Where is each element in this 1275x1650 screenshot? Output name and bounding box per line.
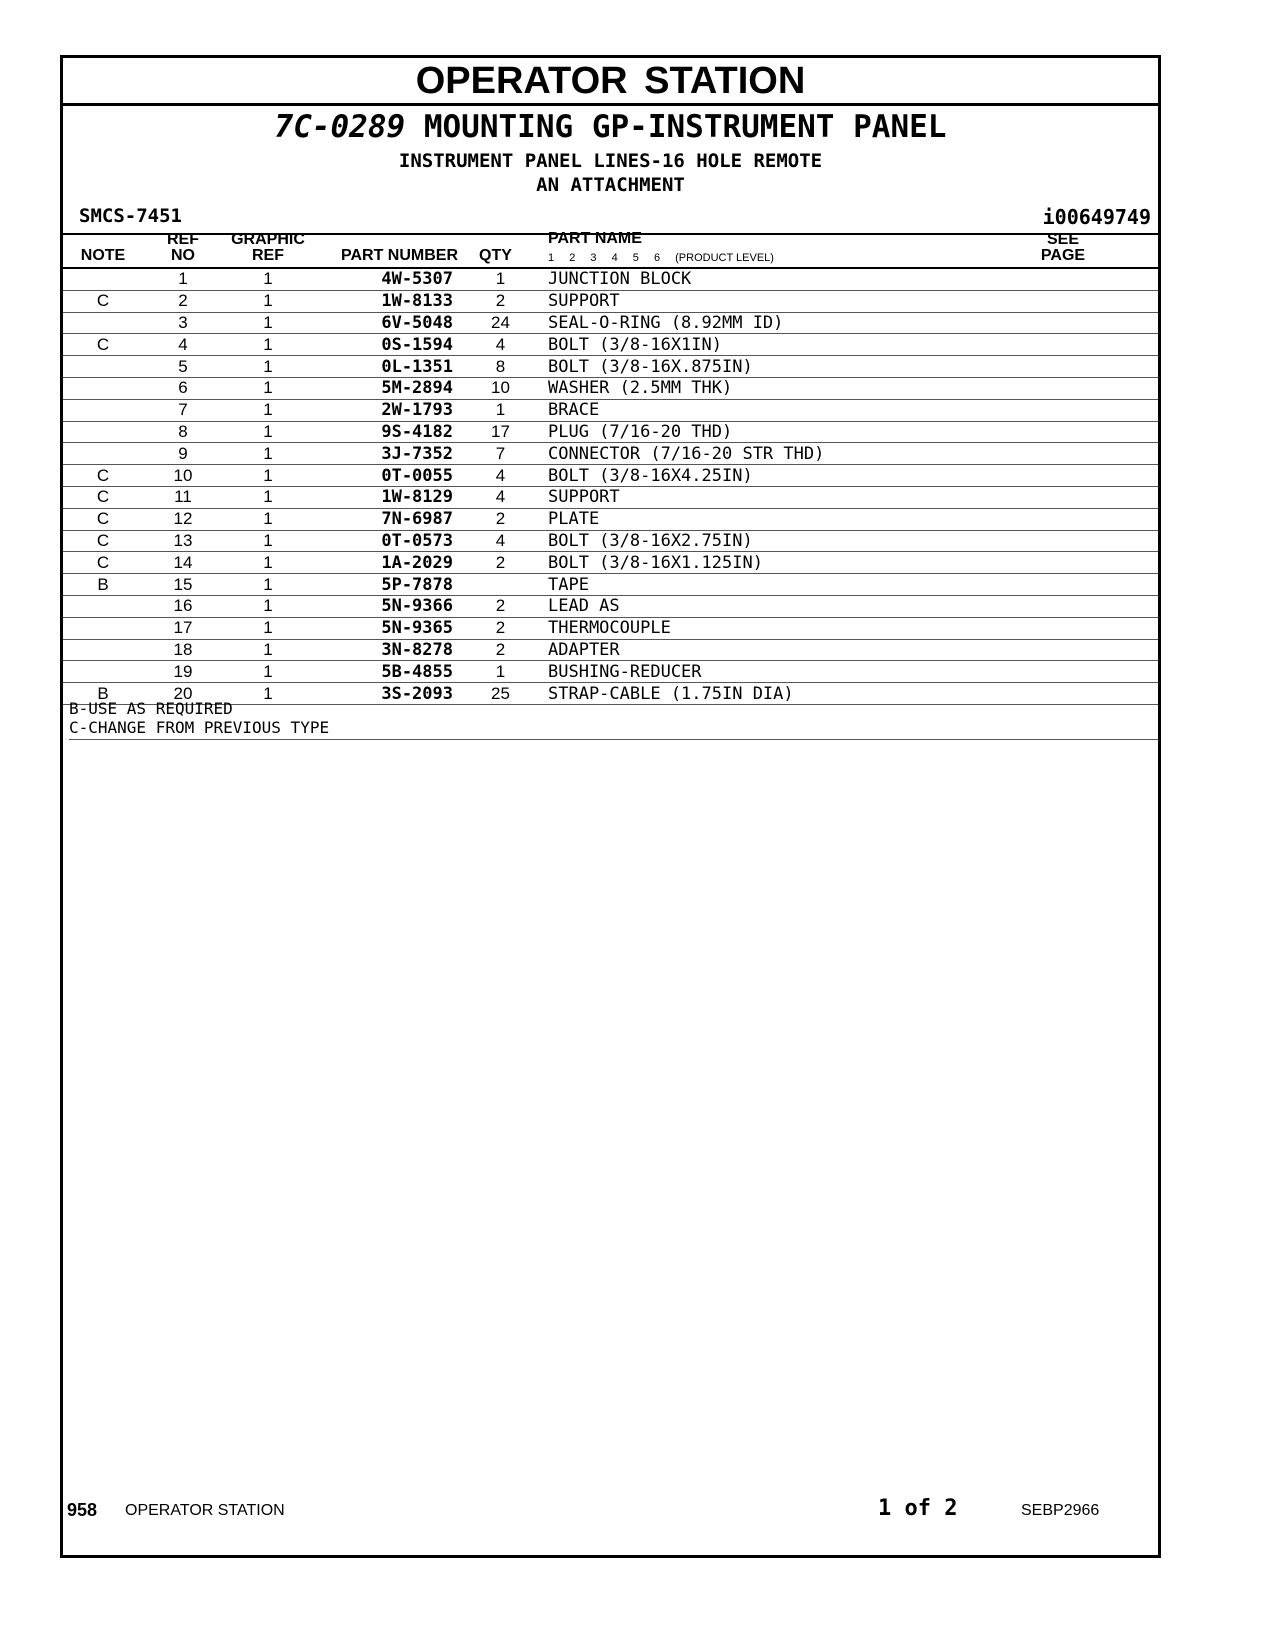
row-qty: 4	[453, 465, 548, 487]
row-note: C	[63, 508, 143, 530]
section-title: OPERATOR STATION	[63, 58, 1158, 106]
row-graphic-ref: 1	[223, 443, 313, 465]
row-part-name: BOLT (3/8-16X.875IN)	[548, 356, 1158, 378]
row-note	[63, 269, 143, 290]
row-part-name: CONNECTOR (7/16-20 STR THD)	[548, 443, 1158, 465]
footer-publication: SEBP2966	[1021, 1502, 1100, 1519]
table-row	[63, 334, 1158, 356]
table-row	[63, 377, 1158, 399]
row-graphic-ref: 1	[223, 508, 313, 530]
row-part-name: THERMOCOUPLE	[548, 617, 1158, 639]
row-ref-no: 7	[143, 399, 223, 421]
illustration-id: i00649749	[1042, 205, 1151, 229]
col-graphic-top: GRAPHIC	[231, 231, 305, 248]
row-graphic-ref: 1	[223, 399, 313, 421]
notes-block	[69, 699, 1158, 740]
row-note: B	[63, 683, 143, 705]
col-qty: QTY	[479, 247, 512, 264]
row-note	[63, 443, 143, 465]
row-ref-no: 3	[143, 312, 223, 334]
row-qty: 4	[453, 486, 548, 508]
row-qty: 10	[453, 377, 548, 399]
row-part-number: 0T-0573	[313, 530, 453, 552]
row-qty: 2	[453, 290, 548, 312]
row-qty: 25	[453, 683, 548, 705]
smcs-code: SMCS-7451	[79, 205, 182, 227]
row-part-name: BOLT (3/8-16X1IN)	[548, 334, 1158, 356]
table-row	[63, 399, 1158, 421]
row-ref-no: 8	[143, 421, 223, 443]
row-note	[63, 377, 143, 399]
row-ref-no: 6	[143, 377, 223, 399]
col-graphic-bottom: REF	[252, 247, 284, 264]
row-qty: 7	[453, 443, 548, 465]
table-row	[63, 356, 1158, 378]
row-part-name: BOLT (3/8-16X1.125IN)	[548, 552, 1158, 574]
row-qty	[453, 574, 548, 596]
row-ref-no: 10	[143, 465, 223, 487]
row-note	[63, 639, 143, 661]
row-qty: 24	[453, 312, 548, 334]
row-qty: 1	[453, 661, 548, 683]
row-part-number: 9S-4182	[313, 421, 453, 443]
row-part-name: WASHER (2.5MM THK)	[548, 377, 1158, 399]
note-c: C-CHANGE FROM PREVIOUS TYPE	[69, 718, 330, 737]
group-name: MOUNTING GP-INSTRUMENT PANEL	[423, 109, 947, 145]
table-row	[63, 639, 1158, 661]
row-qty: 4	[453, 530, 548, 552]
row-qty: 1	[453, 399, 548, 421]
row-graphic-ref: 1	[223, 290, 313, 312]
col-part-number: PART NUMBER	[340, 247, 458, 264]
row-part-name: SEAL-O-RING (8.92MM ID)	[548, 312, 1158, 334]
parts-table	[63, 269, 1158, 705]
row-part-number: 5B-4855	[313, 661, 453, 683]
row-graphic-ref: 1	[223, 334, 313, 356]
row-qty: 1	[453, 269, 548, 290]
footer-section: OPERATOR STATION	[125, 1502, 285, 1519]
row-part-number: 3S-2093	[313, 683, 453, 705]
product-level-3: 3	[590, 252, 597, 264]
table-row	[63, 574, 1158, 596]
row-ref-no: 16	[143, 595, 223, 617]
row-qty: 4	[453, 334, 548, 356]
row-part-name: BOLT (3/8-16X2.75IN)	[548, 530, 1158, 552]
product-level-5: 5	[632, 252, 639, 264]
table-row	[63, 661, 1158, 683]
table-row	[63, 290, 1158, 312]
row-graphic-ref: 1	[223, 639, 313, 661]
row-qty: 8	[453, 356, 548, 378]
row-ref-no: 17	[143, 617, 223, 639]
row-ref-no: 15	[143, 574, 223, 596]
col-part-name: PART NAME	[548, 230, 642, 247]
row-part-name: ADAPTER	[548, 639, 1158, 661]
row-ref-no: 4	[143, 334, 223, 356]
product-level-legend	[548, 252, 774, 264]
col-see-top: SEE	[1046, 231, 1079, 248]
table-row	[63, 269, 1158, 290]
table-row	[63, 312, 1158, 334]
table-row	[63, 595, 1158, 617]
row-part-number: 1W-8129	[313, 486, 453, 508]
row-part-name: BUSHING-REDUCER	[548, 661, 1158, 683]
row-note	[63, 617, 143, 639]
row-ref-no: 2	[143, 290, 223, 312]
table-row	[63, 617, 1158, 639]
row-ref-no: 9	[143, 443, 223, 465]
row-ref-no: 5	[143, 356, 223, 378]
group-title	[63, 108, 1158, 146]
row-part-number: 1A-2029	[313, 552, 453, 574]
row-ref-no: 1	[143, 269, 223, 290]
table-row	[63, 552, 1158, 574]
row-part-number: 3N-8278	[313, 639, 453, 661]
row-note: C	[63, 486, 143, 508]
row-part-number: 0L-1351	[313, 356, 453, 378]
row-part-number: 2W-1793	[313, 399, 453, 421]
footer-page-number: 958	[67, 1500, 98, 1520]
row-part-number: 5N-9365	[313, 617, 453, 639]
col-ref-top: REF	[167, 231, 199, 248]
row-note	[63, 595, 143, 617]
row-part-number: 5M-2894	[313, 377, 453, 399]
note-b: B-USE AS REQUIRED	[69, 699, 233, 718]
table-row	[63, 530, 1158, 552]
row-part-name: SUPPORT	[548, 290, 1158, 312]
row-qty: 2	[453, 639, 548, 661]
row-graphic-ref: 1	[223, 574, 313, 596]
row-part-name: BOLT (3/8-16X4.25IN)	[548, 465, 1158, 487]
row-note: C	[63, 530, 143, 552]
table-row	[63, 443, 1158, 465]
row-part-number: 3J-7352	[313, 443, 453, 465]
row-note: B	[63, 574, 143, 596]
row-qty: 2	[453, 508, 548, 530]
row-graphic-ref: 1	[223, 683, 313, 705]
row-graphic-ref: 1	[223, 377, 313, 399]
row-ref-no: 12	[143, 508, 223, 530]
row-graphic-ref: 1	[223, 552, 313, 574]
row-ref-no: 20	[143, 683, 223, 705]
row-graphic-ref: 1	[223, 356, 313, 378]
group-subtitle-2: AN ATTACHMENT	[536, 174, 685, 196]
product-level-2: 2	[569, 252, 576, 264]
table-row	[63, 486, 1158, 508]
row-part-name: JUNCTION BLOCK	[548, 269, 1158, 290]
row-part-number: 0T-0055	[313, 465, 453, 487]
product-level-1: 1	[548, 252, 555, 264]
row-part-name: LEAD AS	[548, 595, 1158, 617]
row-graphic-ref: 1	[223, 486, 313, 508]
row-part-name: STRAP-CABLE (1.75IN DIA)	[548, 683, 1158, 705]
row-part-number: 5N-9366	[313, 595, 453, 617]
row-note	[63, 421, 143, 443]
parts-table-body	[63, 269, 1158, 704]
row-ref-no: 11	[143, 486, 223, 508]
row-ref-no: 18	[143, 639, 223, 661]
row-part-name: PLUG (7/16-20 THD)	[548, 421, 1158, 443]
row-part-number: 7N-6987	[313, 508, 453, 530]
footer-sheet: 1 of 2	[878, 1496, 958, 1521]
table-row	[63, 465, 1158, 487]
col-see-bottom: PAGE	[1040, 247, 1086, 264]
row-graphic-ref: 1	[223, 269, 313, 290]
row-note: C	[63, 465, 143, 487]
row-graphic-ref: 1	[223, 617, 313, 639]
product-level-label: (PRODUCT LEVEL)	[675, 252, 774, 264]
group-subtitle: INSTRUMENT PANEL LINES-16 HOLE REMOTE	[398, 150, 823, 172]
row-ref-no: 13	[143, 530, 223, 552]
product-level-4: 4	[611, 252, 618, 264]
row-note: C	[63, 334, 143, 356]
product-level-6: 6	[653, 252, 661, 264]
row-graphic-ref: 1	[223, 595, 313, 617]
row-note	[63, 356, 143, 378]
row-qty: 17	[453, 421, 548, 443]
page-frame	[60, 55, 1161, 1558]
row-qty: 2	[453, 552, 548, 574]
row-ref-no: 19	[143, 661, 223, 683]
row-note: C	[63, 290, 143, 312]
row-part-number: 1W-8133	[313, 290, 453, 312]
row-graphic-ref: 1	[223, 661, 313, 683]
row-graphic-ref: 1	[223, 530, 313, 552]
row-part-name: BRACE	[548, 399, 1158, 421]
row-note: C	[63, 552, 143, 574]
row-part-name: TAPE	[548, 574, 1158, 596]
row-note	[63, 399, 143, 421]
group-number: 7C-0289	[274, 109, 406, 145]
row-graphic-ref: 1	[223, 421, 313, 443]
col-note: NOTE	[80, 247, 126, 264]
row-note	[63, 661, 143, 683]
row-note	[63, 312, 143, 334]
table-row	[63, 508, 1158, 530]
row-graphic-ref: 1	[223, 465, 313, 487]
row-ref-no: 14	[143, 552, 223, 574]
row-graphic-ref: 1	[223, 312, 313, 334]
row-part-number: 6V-5048	[313, 312, 453, 334]
row-part-name: SUPPORT	[548, 486, 1158, 508]
col-ref-bottom: NO	[171, 247, 195, 264]
row-part-number: 5P-7878	[313, 574, 453, 596]
row-part-number: 0S-1594	[313, 334, 453, 356]
table-row	[63, 421, 1158, 443]
row-qty: 2	[453, 595, 548, 617]
row-qty: 2	[453, 617, 548, 639]
row-part-name: PLATE	[548, 508, 1158, 530]
row-part-number: 4W-5307	[313, 269, 453, 290]
